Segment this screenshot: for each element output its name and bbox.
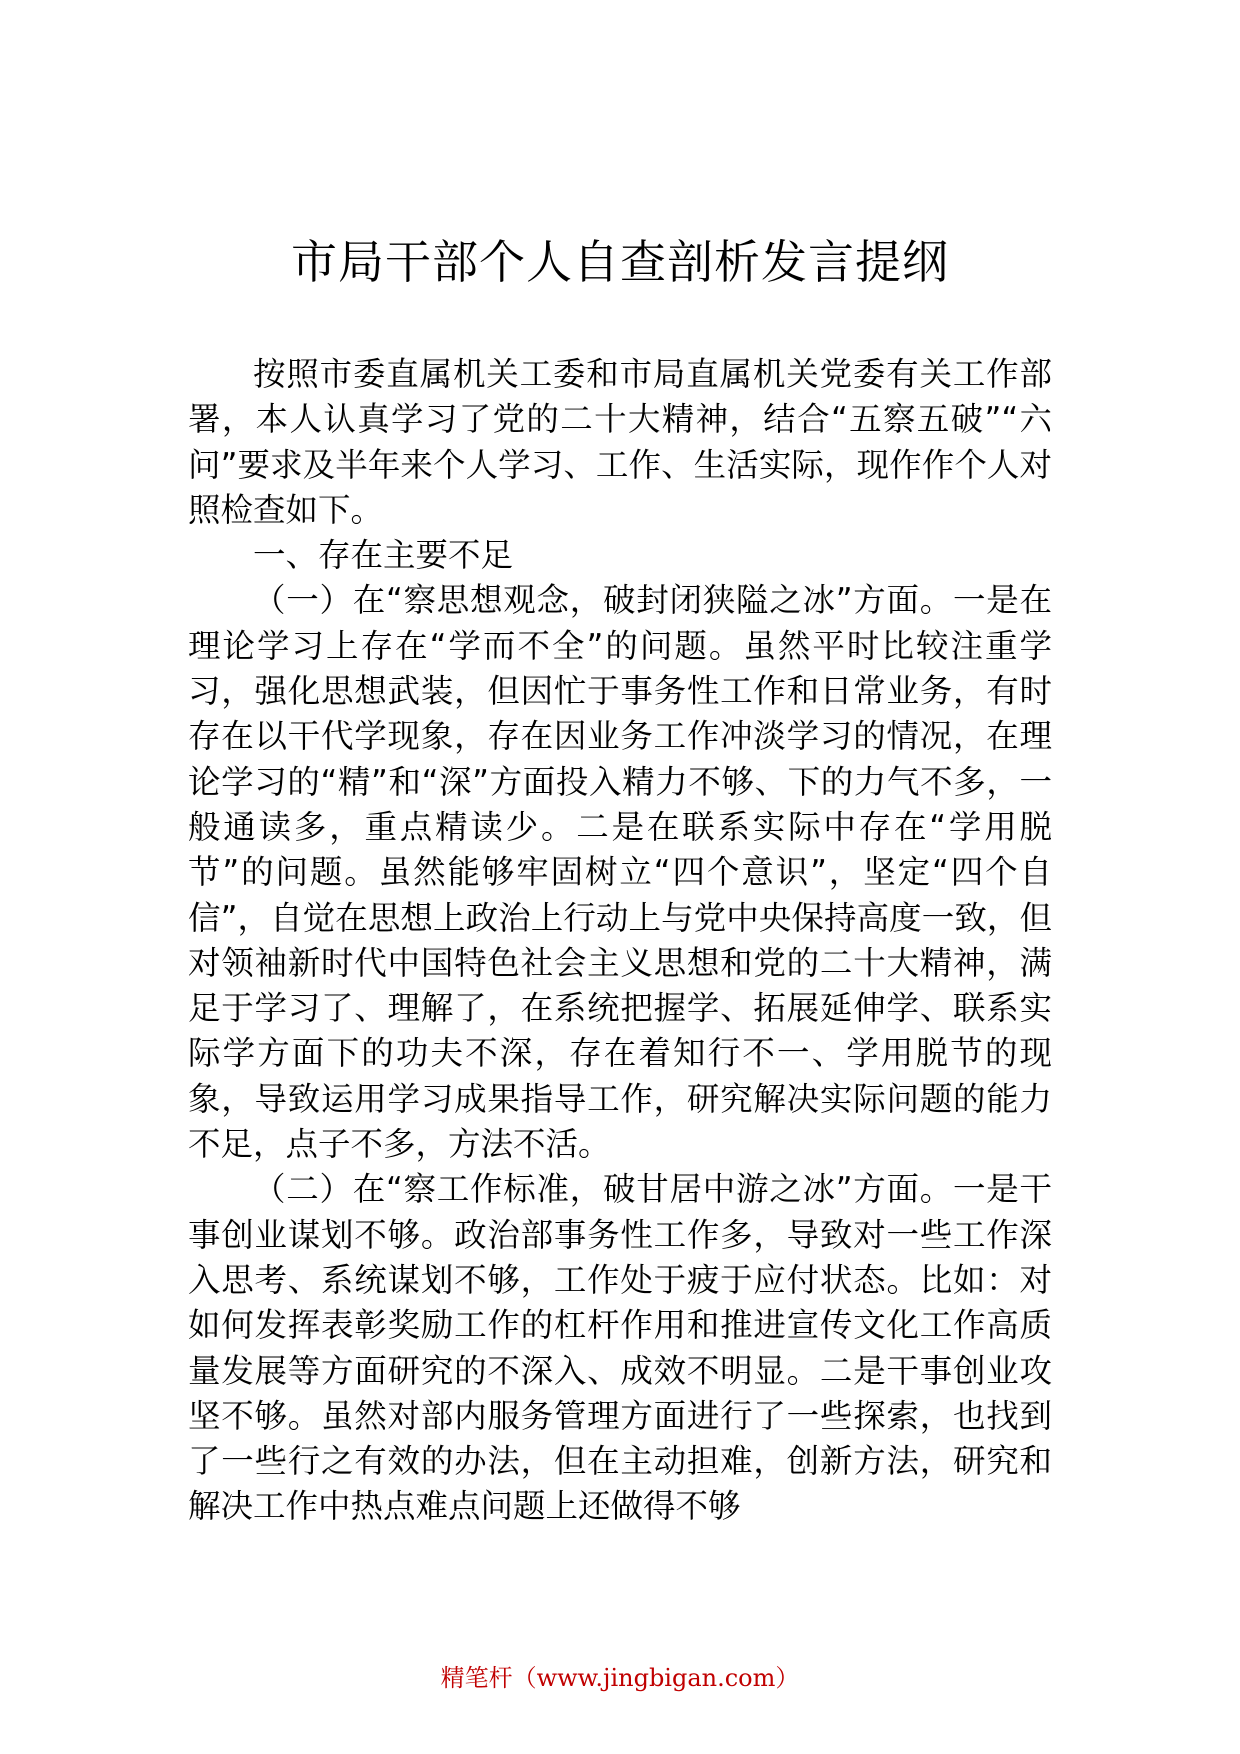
paragraph-intro: 按照市委直属机关工委和市局直属机关党委有关工作部署，本人认真学习了党的二十大精神，结合“五察五破”“六问”要求及半年来个人学习、工作、生活实际，现作作个人对照检查如下。 (188, 355, 1052, 529)
footer-watermark[interactable]: 精笔杆（www.jingbigan.com） (440, 1664, 800, 1692)
paragraph-point-one: （一）在“察思想观念，破封闭狭隘之冰”方面。一是在理论学习上存在“学而不全”的问题。虽然平时比较注重学习，强化思想武装，但因忙于事务性工作和日常业务，有时存在以干代学现象，存在因业务工作冲淡学习的情况，在理论学习的“精”和“深”方面投入精力不够、下的力气不多，一般通读多，重点精读少。二是在联系实际中存在“学用脱节”的问题。虽然能够牢固树立“四个意识”，坚定“四个自信”，自觉在思想上政治上行动上与党中央保持高度一致，但对领袖新时代中国特色社会主义思想和党的二十大精神，满足于学习了、理解了，在系统把握学、拓展延伸学、联系实际学方面下的功夫不深，存在着知行不一、学用脱节的现象，导致运用学习成果指导工作，研究解决实际问题的能力不足，点子不多，方法不活。 (188, 581, 1052, 1164)
document-body (188, 352, 1052, 1530)
page-title: 市局干部个人自查剖析发言提纲 (291, 235, 949, 289)
paragraph-point-two: （二）在“察工作标准，破甘居中游之冰”方面。一是干事创业谋划不够。政治部事务性工作多，导致对一些工作深入思考、系统谋划不够，工作处于疲于应付状态。比如：对如何发挥表彰奖励工作的杠杆作用和推进宣传文化工作高质量发展等方面研究的不深入、成效不明显。二是干事创业攻坚不够。虽然对部内服务管理方面进行了一些探索，也找到了一些行之有效的办法，但在主动担难，创新方法，研究和解决工作中热点难点问题上还做得不够 (188, 1170, 1052, 1526)
section-heading: 一、存在主要不足 (253, 536, 514, 575)
